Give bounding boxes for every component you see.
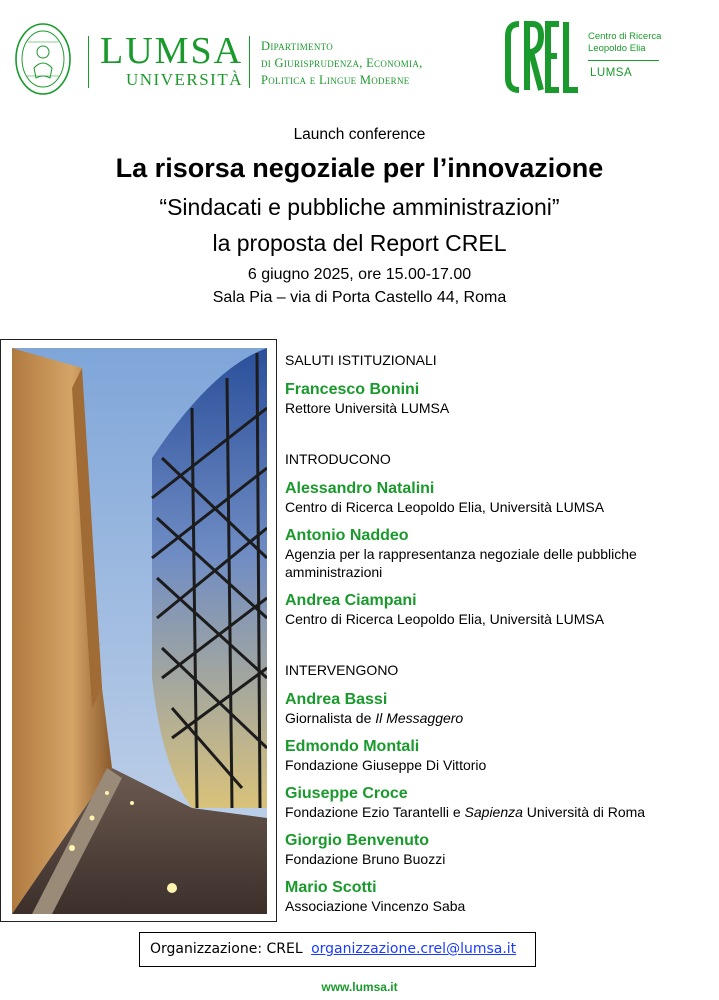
- building-photo: [12, 348, 267, 914]
- crel-center-name: [588, 31, 661, 55]
- section-heading-introducono: INTRODUCONO: [285, 451, 391, 467]
- speaker-role: Centro di Ricerca Leopoldo Elia, Università LUMSA: [285, 499, 605, 515]
- speaker-name: Andrea Ciampani: [285, 592, 417, 609]
- organization-label: Organizzazione: CREL: [150, 941, 303, 957]
- department-line: Politica e Lingue Moderne: [261, 73, 410, 87]
- speaker-role-text: Giornalista de: [285, 710, 376, 726]
- speaker-role: [285, 709, 710, 727]
- section-heading-intervengono: INTERVENGONO: [285, 662, 399, 678]
- department-divider: [249, 36, 250, 88]
- department-name: [261, 38, 423, 89]
- speaker-role: Agenzia per la rappresentanza negoziale delle pubbliche amministrazioni: [285, 546, 637, 580]
- department-line: Dipartimento: [261, 39, 334, 53]
- speaker-name: Francesco Bonini: [285, 381, 420, 398]
- section-heading-saluti: SALUTI ISTITUZIONALI: [285, 352, 437, 368]
- crel-divider: [588, 60, 659, 61]
- speaker-name: Antonio Naddeo: [285, 527, 409, 544]
- speaker-role: Rettore Università LUMSA: [285, 400, 450, 416]
- speaker-role: Associazione Vincenzo Saba: [285, 898, 466, 914]
- organization-box: [139, 932, 536, 967]
- speaker-name: Giuseppe Croce: [285, 785, 408, 802]
- speaker-name: Giorgio Benvenuto: [285, 832, 429, 849]
- event-subtitle: “Sindacati e pubbliche amministrazioni”: [159, 194, 560, 220]
- speaker-role-italic: Sapienza: [464, 804, 523, 820]
- speaker-name: Alessandro Natalini: [285, 480, 435, 497]
- department-line: di Giurisprudenza, Economia,: [261, 56, 423, 70]
- event-title: La risorsa negoziale per l’innovazione: [115, 153, 604, 183]
- organization-email-link[interactable]: organizzazione.crel@lumsa.it: [311, 941, 517, 957]
- website-link[interactable]: www.lumsa.it: [321, 980, 398, 994]
- lumsa-wordmark: LUMSA: [100, 30, 244, 72]
- event-datetime: 6 giugno 2025, ore 15.00-17.00: [247, 266, 472, 283]
- lumsa-universita-label: UNIVERSITÀ: [126, 70, 243, 89]
- speaker-role: Fondazione Bruno Buozzi: [285, 851, 446, 867]
- crel-center-line: Centro di Ricerca: [588, 31, 662, 42]
- lumsa-divider: [88, 36, 89, 88]
- speaker-name: Edmondo Montali: [285, 738, 420, 755]
- program: [285, 350, 710, 915]
- speaker-name: Andrea Bassi: [285, 691, 388, 708]
- crel-center-line: Leopoldo Elia: [588, 43, 646, 54]
- event-venue: Sala Pia – via di Porta Castello 44, Roma: [212, 289, 507, 306]
- crel-lumsa-label: LUMSA: [590, 67, 633, 79]
- photo-frame: [0, 339, 277, 922]
- speaker-role-text: Università di Roma: [522, 804, 646, 820]
- speaker-role: [285, 803, 710, 821]
- speaker-role: Fondazione Giuseppe Di Vittorio: [285, 757, 487, 773]
- event-subtitle-2: la proposta del Report CREL: [212, 230, 507, 256]
- lumsa-seal-logo: [14, 22, 72, 96]
- speaker-role: Centro di Ricerca Leopoldo Elia, Università LUMSA: [285, 611, 605, 627]
- event-kicker: Launch conference: [293, 126, 426, 143]
- crel-logo: [505, 18, 580, 96]
- speaker-role-text: Fondazione Ezio Tarantelli e: [285, 804, 465, 820]
- speaker-name: Mario Scotti: [285, 879, 377, 896]
- speaker-role-italic: Il Messaggero: [375, 710, 464, 726]
